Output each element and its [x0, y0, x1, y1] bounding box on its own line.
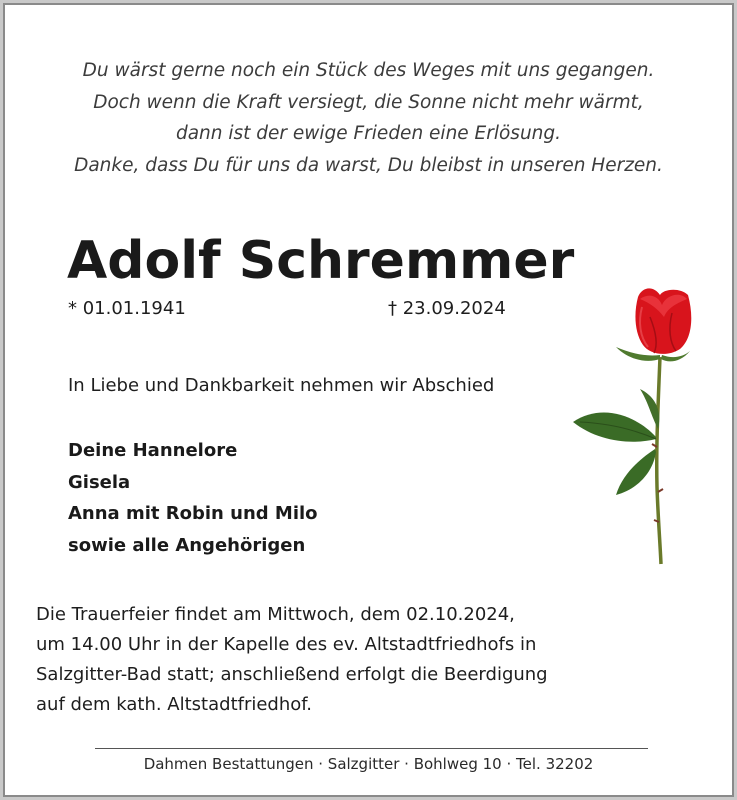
poem-line: Du wärst gerne noch ein Stück des Weges mit uns gegangen. — [82, 60, 655, 81]
birth-date: * 01.01.1941 — [68, 298, 186, 319]
poem-line: Danke, dass Du für uns da warst, Du bleibst in unseren Herzen. — [74, 154, 663, 176]
service-line: um 14.00 Uhr in der Kapelle des ev. Altstadtfriedhofs in — [36, 634, 537, 655]
farewell-text: In Liebe und Dankbarkeit nehmen wir Abschied — [68, 375, 495, 396]
mourners-list — [68, 435, 318, 561]
service-line: auf dem kath. Altstadtfriedhof. — [36, 694, 313, 715]
mourner: Deine Hannelore — [68, 440, 238, 461]
death-date: † 23.09.2024 — [388, 298, 506, 319]
obituary-card — [3, 3, 734, 797]
mourner: Gisela — [68, 471, 131, 493]
deceased-name: Adolf Schremmer — [67, 231, 575, 291]
funeral-home-info: Dahmen Bestattungen · Salzgitter · Bohlweg 10 · Tel. 32202 — [143, 755, 594, 773]
footer-divider — [95, 748, 648, 749]
mourner: Anna mit Robin und Milo — [68, 503, 318, 524]
rose-icon — [568, 277, 708, 567]
rose-stem — [657, 357, 661, 564]
service-info — [36, 600, 548, 720]
service-line: Die Trauerfeier findet am Mittwoch, dem 02.10.2024, — [36, 604, 515, 625]
rose-leaf — [640, 389, 659, 429]
service-line: Salzgitter-Bad statt; anschließend erfolgt die Beerdigung — [36, 664, 548, 685]
rose-leaf — [616, 449, 656, 495]
poem — [5, 55, 732, 181]
rose-leaf — [573, 413, 656, 442]
poem-line: dann ist der ewige Frieden eine Erlösung. — [175, 123, 562, 144]
mourner: sowie alle Angehörigen — [68, 534, 306, 556]
poem-line: Doch wenn die Kraft versiegt, die Sonne nicht mehr wärmt, — [93, 91, 644, 113]
